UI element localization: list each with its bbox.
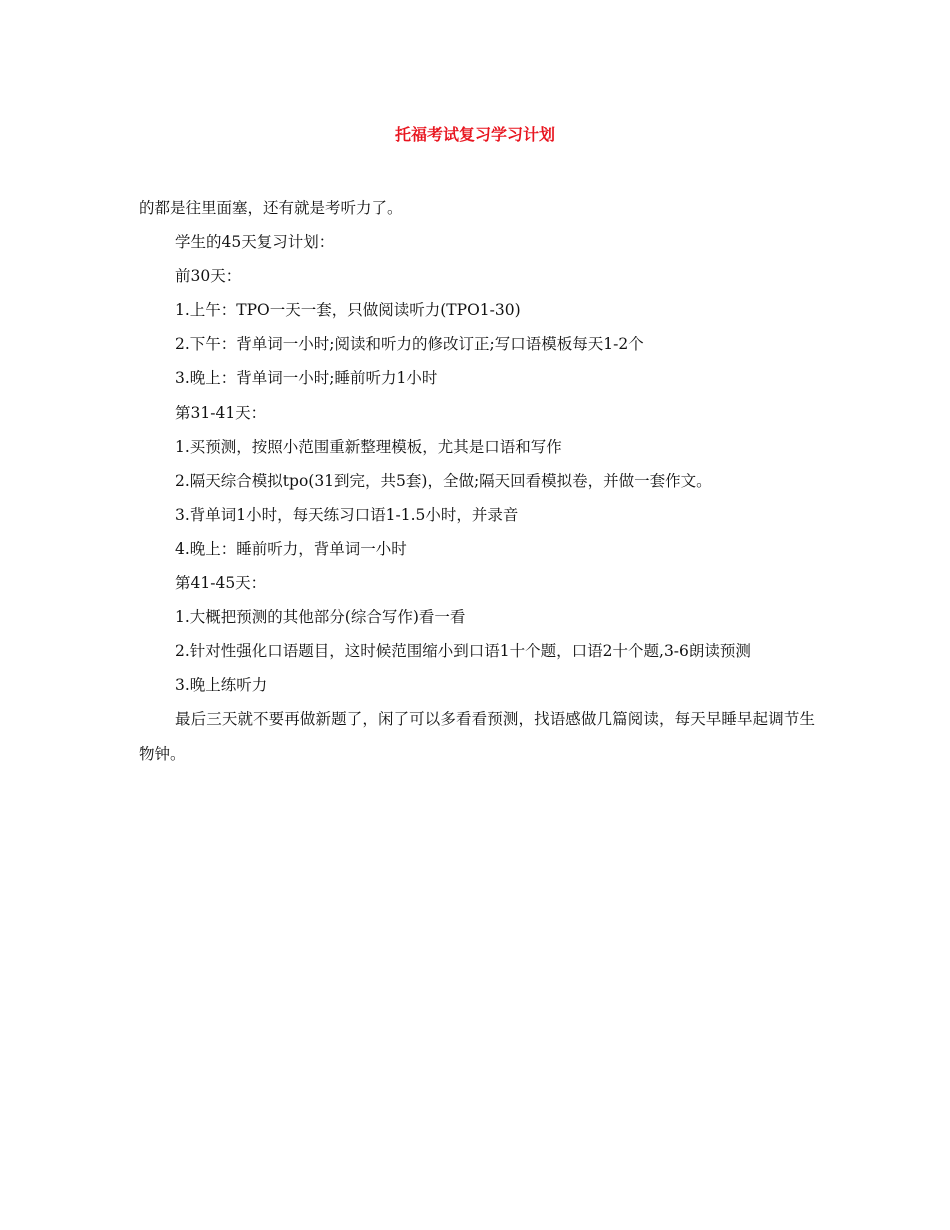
paragraph-section-first-30-days: 前30天：: [175, 267, 242, 286]
paragraph-item: 2.针对性强化口语题目，这时候范围缩小到口语1十个题，口语2十个题,3-6朗读预测: [175, 642, 751, 661]
paragraph-continuation: 的都是往里面塞，还有就是考听力了。: [139, 199, 403, 217]
paragraph-item: 1.大概把预测的其他部分(综合写作)看一看: [175, 608, 466, 627]
paragraph-item: 3.背单词1小时，每天练习口语1-1.5小时，并录音: [175, 505, 519, 524]
document-body: [139, 191, 815, 771]
paragraph-section-days-41-45: 第41-45天：: [175, 574, 267, 593]
paragraph-item: 2.隔天综合模拟tpo(31到完，共5套)，全做;隔天回看模拟卷，并做一套作文。: [175, 471, 712, 490]
paragraph-closing: 最后三天就不要再做新题了，闲了可以多看看预测，找语感做几篇阅读，每天早睡早起调节生物钟。: [139, 710, 815, 763]
paragraph-item: 3.晚上练听力: [175, 676, 268, 695]
paragraph-plan-heading: 学生的45天复习计划：: [175, 233, 335, 252]
paragraph-item: 2.下午：背单词一小时;阅读和听力的修改订正;写口语模板每天1-2个: [175, 335, 644, 354]
paragraph-item: 3.晚上：背单词一小时;睡前听力1小时: [175, 369, 438, 388]
paragraph-item: 1.上午：TPO一天一套，只做阅读听力(TPO1-30): [175, 301, 521, 320]
paragraph-item: 4.晚上：睡前听力，背单词一小时: [175, 539, 407, 558]
paragraph-item: 1.买预测，按照小范围重新整理模板，尤其是口语和写作: [175, 437, 562, 456]
document-title: 托福考试复习学习计划: [394, 125, 555, 144]
paragraph-section-days-31-41: 第31-41天：: [175, 403, 267, 422]
